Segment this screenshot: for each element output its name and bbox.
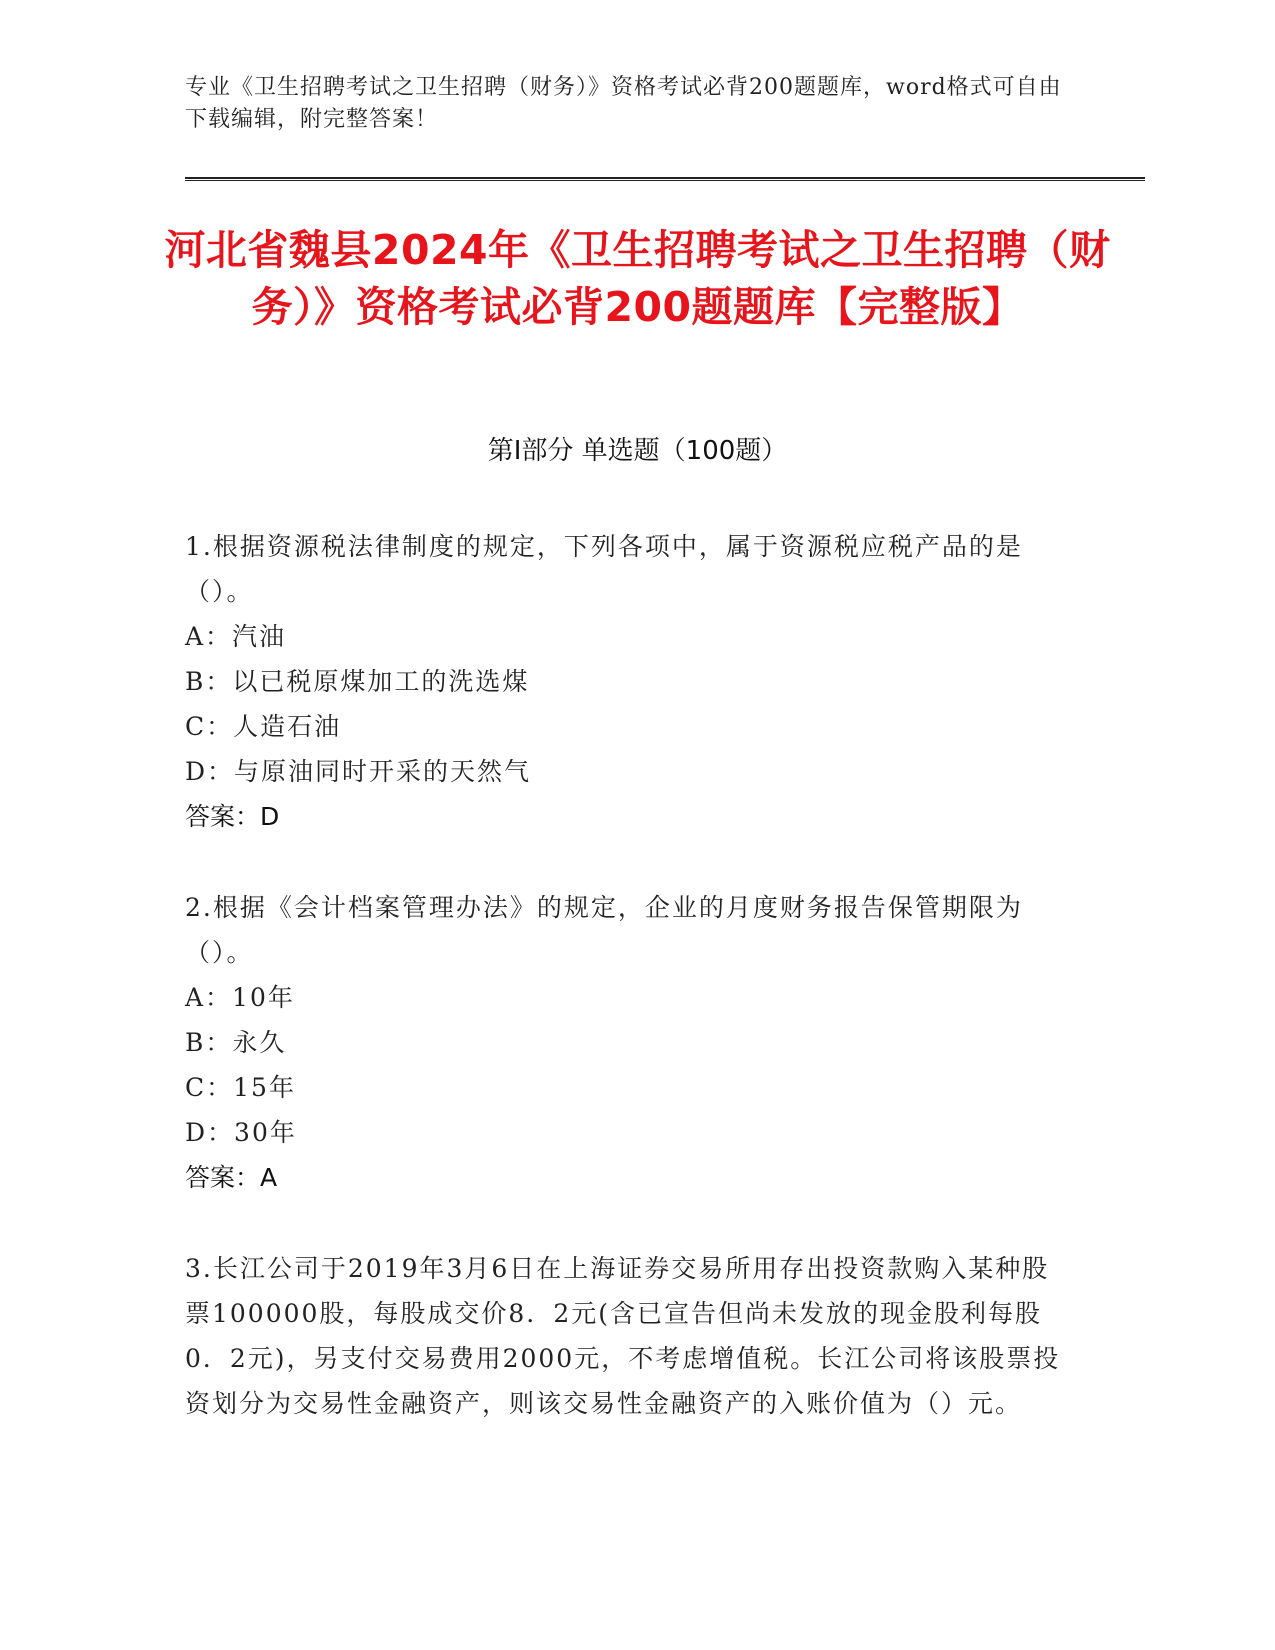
question-stem: 2.根据《会计档案管理办法》的规定，企业的月度财务报告保管期限为（）。 [185,893,1023,967]
question-stem: 1.根据资源税法律制度的规定，下列各项中，属于资源税应税产品的是（）。 [185,532,1023,606]
option-b: B：以已税原煤加工的洗选煤 [185,667,530,696]
option-d: D：与原油同时开采的天然气 [185,757,532,786]
answer-label: 答案：A [185,1163,278,1192]
question-2 [185,885,1065,1200]
option-b: B：永久 [185,1028,287,1057]
question-list [185,524,1065,1472]
section-heading: 第I部分 单选题（100题） [487,436,788,466]
option-c: C：人造石油 [185,712,342,741]
option-a: A：汽油 [185,622,287,651]
answer-label: 答案：D [185,802,280,831]
option-list [185,614,1065,794]
option-a: A：10年 [185,983,295,1012]
option-list [185,975,1065,1155]
option-d: D：30年 [185,1118,297,1147]
question-3 [185,1246,1065,1426]
header-note: 专业《卫生招聘考试之卫生招聘（财务）》资格考试必背200题题库，word格式可自由下载编辑，附完整答案！ [185,75,1062,132]
document-title: 河北省魏县2024年《卫生招聘考试之卫生招聘（财务）》资格考试必背200题题库【完整版】 [164,226,1111,331]
header-divider [185,177,1145,181]
question-1 [185,524,1065,839]
option-c: C：15年 [185,1073,296,1102]
question-stem: 3.长江公司于2019年3月6日在上海证券交易所用存出投资款购入某种股票100000股，每股成交价8．2元(含已宣告但尚未发放的现金股利每股0．2元)，另支付交易费用2000元，不考虑增值税。长江公司将该股票投资划分为交易性金融资产，则该交易性金融资产的入账价值为（）元。 [185,1254,1061,1418]
